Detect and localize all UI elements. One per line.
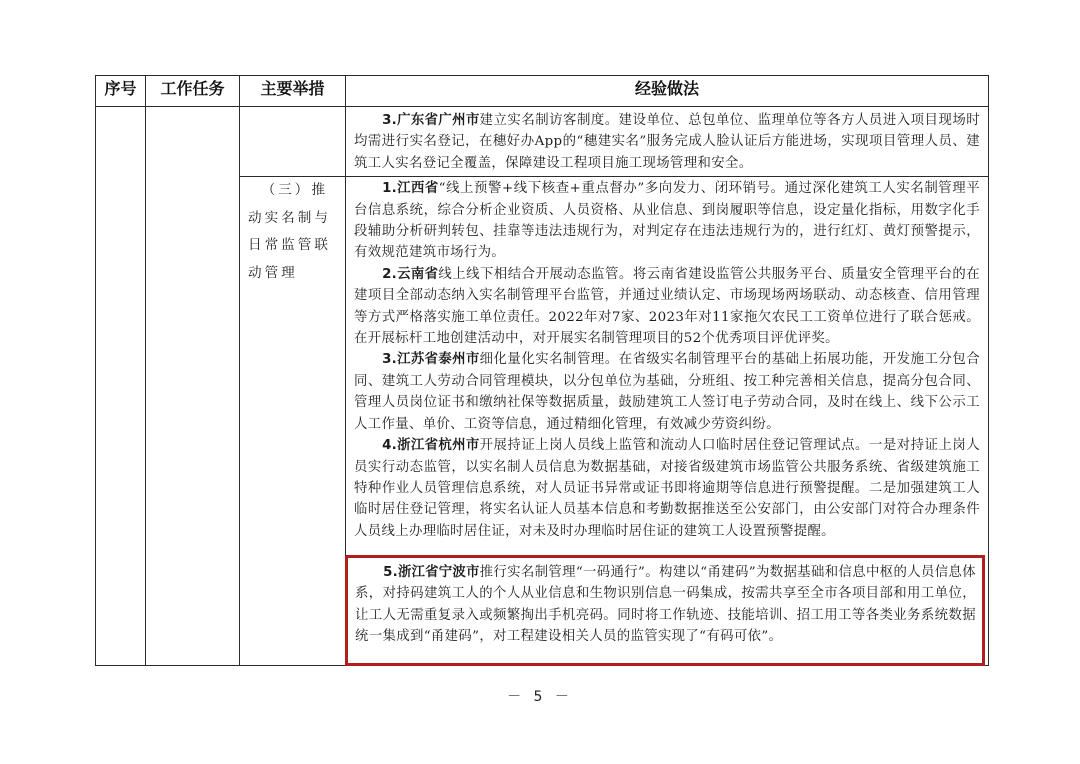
item-region: 4.浙江省杭州市 [382,438,480,454]
highlight-box [345,555,985,666]
item-region: 5.浙江省宁波市 [383,565,480,580]
table-header-row [96,76,989,107]
practice-cell-top [346,107,989,177]
item-text: 推行实名制管理“一码通行”。构建以“甬建码”为数据基础和信息中枢的人员信息体系，对持码建筑工人的个人从业信息和生物识别信息一码集成，按需共享至全市各项目部和用工单位，让工人无需重复录入或频繁掏出手机亮码。同时将工作轨迹、技能培训、招工用工等各类业务系统数据统一集成到“甬建码”，对工程建设相关人员的监管实现了“有码可依”。 [355,565,976,645]
measure-cell-top [240,107,346,177]
header-experience-practice: 经验做法 [346,76,989,107]
header-main-measures: 主要举措 [240,76,346,107]
list-item [354,178,980,264]
item-region: 3.江苏省泰州市 [382,352,480,368]
item-region: 2.云南省 [382,266,439,282]
measure-cell [240,177,346,666]
item-region: 1.江西省 [382,181,439,197]
item-region: 3.广东省广州市 [382,113,480,128]
page-number: － 5 － [507,689,573,705]
table-row [96,107,989,177]
serial-cell [96,107,146,666]
item-text: 细化量化实名制管理。在省级实名制管理平台的基础上拓展功能，开发施工分包合同、建筑工人劳动合同管理模块，以分包单位为基础，分班组、按工种完善相关信息，提高分包合同、管理人员岗位证书和缴纳社保等数据质量，鼓励建筑工人签订电子劳动合同，及时在线上、线下公示工人工作量、单价、工资等信息，通过精细化管理，有效减少劳资纠纷。 [354,352,980,432]
item-text: “线上预警+线下核查+重点督办”多向发力、闭环销号。通过深化建筑工人实名制管理平台信息系统，综合分析企业资质、人员资格、从业信息、到岗履职等信息，设定量化指标，用数字化手段辅助分析研判转包、挂靠等违法违规行为，对判定存在违法违规行为的，进行红灯、黄灯预警提示，有效规范建筑市场行为。 [354,181,980,261]
list-item-highlighted [355,562,976,648]
header-work-task: 工作任务 [146,76,240,107]
item-text: 建立实名制访客制度。建设单位、总包单位、监理单位等各方人员进入项目现场时均需进行实名登记，在穗好办App的“穗建实名”服务完成人脸认证后方能进场，实现项目管理人员、建筑工人实名登记全覆盖，保障建设工程项目施工现场管理和安全。 [354,113,980,171]
item-text: 开展持证上岗人员线上监管和流动人口临时居住登记管理试点。一是对持证上岗人员实行动态监管，以实名制人员信息为数据基础，对接省级建筑市场监管公共服务系统、省级建筑施工特种作业人员管理信息系统，对人员证书异常或证书即将逾期等信息进行预警提醒。二是加强建筑工人临时居住登记管理，将实名认证人员基本信息和考勤数据推送至公安部门，由公安部门对符合办理条件人员线上办理临时居住证，对未及时办理临时居住证的建筑工人设置预警提醒。 [354,438,980,539]
work-task-cell [146,107,240,666]
header-serial-number: 序号 [96,76,146,107]
item-text: 线上线下相结合开展动态监管。将云南省建设监管公共服务平台、质量安全管理平台的在建项目全部动态纳入实名制管理平台监管，并通过业绩认定、市场现场两场联动、动态核查、信用管理等方式严格落实施工单位责任。2022年对7家、2023年对11家拖欠农民工工资单位进行了联合惩戒。在开展标杆工地创建活动中，对开展实名制管理项目的52个优秀项目评优评奖。 [354,266,980,347]
list-item [354,264,980,350]
list-item [354,349,980,435]
list-item [354,110,980,174]
list-item [354,435,980,542]
measure-label: （三）推动实名制与日常监管联动管理 [248,182,331,281]
